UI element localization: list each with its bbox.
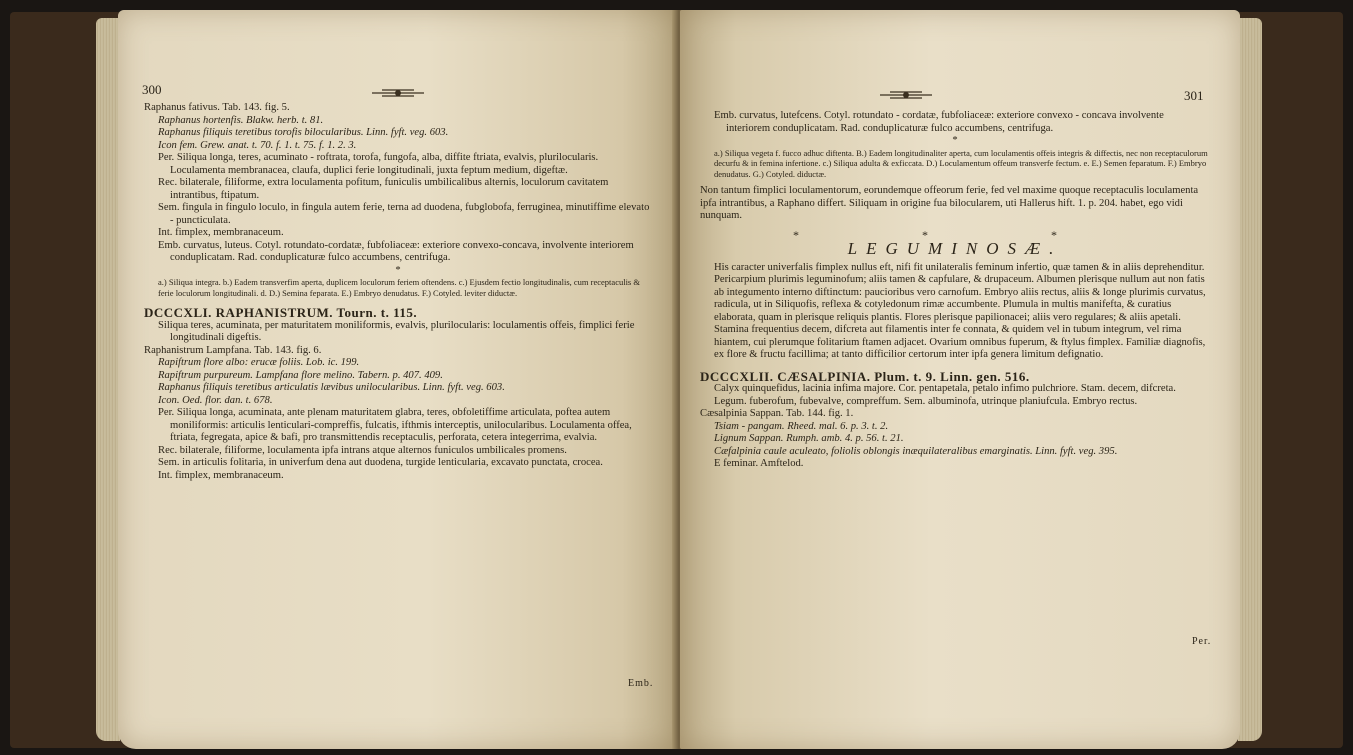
description-sem: Sem. fingula in fingulo loculo, in fingula autem ferie, terna ad duodena, fubglobofa, ferruginea, minutiffime elevato - puncticulata.	[158, 202, 650, 226]
section-stars: * * *	[793, 227, 1117, 242]
synonym-line: Lignum Sappan. Rumph. amb. 4. p. 56. t. 21.	[714, 433, 904, 444]
synonym-line: Icon. Oed. flor. dan. t. 678.	[158, 394, 273, 406]
description-sem: Sem. in articulis folitaria, in univerfum dena aut duodena, turgide lenticularia, excavato punctata, crocea.	[158, 457, 603, 468]
commentary: Non tantum fimplici loculamentorum, eorundemque offeorum ferie, fed vel maxime quoque receptaculis loculamenta ipfa intrantibus, a Raphano differt. Siliquam in origine fua bilocularem, uti Hallerus hift. 1. p. 204. habet, ego vidi nunquam.	[700, 185, 1199, 221]
page-number: 301	[1184, 88, 1204, 103]
synonym-line: Icon fem. Grew. anat. t. 70. f. 1. t. 75. f. 1. 2. 3.	[158, 139, 357, 151]
family-description: His caracter univerfalis fimplex nullus eft, nifi fit unilateralis feminum infertio, quæ tamen & in aliis deprehenditur. Pericarpium plurimis leguminofum; aliis tamen & capfulare, & drupaceum. Albumen plerisque nullum aut non fatis ab integumento interno diftinctum: paucioribus vero carnofum. Embryo aliis rectus, aliis & longe plurimis curvatus, radicula, ut in Siliquofis, reflexa & cotyledonum rimæ accumbente. Plumula in multis manifefta, & curatius elaborata, quam in plerisque reliquis plantis. Flores plerisque papilionacei; aliis vero regulares; & aliis apetali. Stamina frequentius decem, difcreta aut filamentis inter fe connata, & quidem vel in tubum integrum, vel rima hiantem, cui plerumque folitarium ftamen adjacet. Ovarium omnibus fuperum, & ftylus fimplex. Familiæ diagnofis, ex flore & fructu facillima; at tanto difficilior certorum inter ipfa genera limitum defignatio.	[714, 261, 1206, 360]
header-ornament-icon	[880, 90, 932, 100]
description-rec: Rec. bilaterale, filiforme, extra loculamenta pofitum, funiculis umbilicalibus alternis, loculorum cavitatem intrantibus, ftipatum.	[158, 177, 609, 201]
description-per: Per. Siliqua longa, teres, acuminato - roftrata, torofa, fungofa, alba, diffite ftriata, evalvis, plurilocularis. Loculamenta membranacea, claufa, duplici ferie longitudinali, juxta feptum medium, digeftæ.	[158, 152, 599, 176]
description-int: Int. fimplex, membranaceum.	[158, 227, 284, 238]
family-heading: LEGUMINOSÆ.	[847, 239, 1063, 258]
description-rec: Rec. bilaterale, filiforme, loculamenta ipfa intrans atque alternos funiculos umbilicales promens.	[158, 444, 567, 456]
left-text-block	[144, 102, 652, 482]
description-int: Int. fimplex, membranaceum.	[158, 469, 284, 481]
header-ornament-icon	[372, 88, 424, 98]
synonym-line: Cæfalpinia caule aculeato, foliolis oblongis inæquilateralibus emarginatis. Linn. fyft. veg. 395.	[714, 445, 1118, 457]
source-line: E feminar. Amftelod.	[714, 458, 804, 469]
right-text-block	[700, 110, 1210, 471]
right-page-edges	[1238, 18, 1262, 741]
asterisk-divider: *	[395, 264, 401, 276]
species-line: Raphanistrum Lampfana. Tab. 143. fig. 6.	[144, 344, 322, 356]
asterisk-divider: *	[952, 135, 958, 146]
genus-diagnosis: Calyx quinquefidus, lacinia infima majore. Cor. pentapetala, petalo infimo pulchriore. Stam. decem, difcreta. Legum. fuberofum, fubevalve, compreffum. Sem. albuminofa, utrinque planiufcula. Embryo rectus.	[714, 383, 1176, 407]
right-page	[680, 10, 1240, 749]
synonym-line: Rapiftrum flore albo: erucæ foliis. Lob. ic. 199.	[158, 357, 360, 368]
catchword: Emb.	[628, 678, 654, 689]
description-per: Per. Siliqua longa, acuminata, ante plenam maturitatem glabra, teres, obfoletiffime articulata, poftea autem moniliformis: articulis lenticulari-compreffis, fulcatis, ifthmis interceptis, unilocularibus. Loculamenta offea, ftriata, fegregata, apice & bafi, pro transmittendis receptaculis, perforata, cetera integerrima, evalvia.	[158, 407, 632, 443]
genus-heading: DCCCXLII. CÆSALPINIA. Plum. t. 9. Linn. gen. 516.	[700, 368, 1030, 384]
synonym-line: Raphanus filiquis teretibus articulatis lævibus unilocularibus. Linn. fyft. veg. 603.	[158, 382, 505, 393]
genus-diagnosis: Siliqua teres, acuminata, per maturitatem moniliformis, evalvis, plurilocularis: loculamentis offeis, fimplici ferie longitudinali digeftis.	[158, 319, 635, 343]
synonym-line: Tsiam - pangam. Rheed. mal. 6. p. 3. t. 2.	[714, 420, 889, 432]
entry-line: Raphanus fativus. Tab. 143. fig. 5.	[144, 102, 290, 113]
description-emb: Emb. curvatus, luteus. Cotyl. rotundato-cordatæ, fubfoliaceæ: exteriore convexo-concava, involvente interiorem conduplicatam. Rad. conduplicaturæ fulco accumbens, centrifuga.	[158, 239, 634, 263]
left-page-edges	[96, 18, 120, 741]
page-number: 300	[142, 82, 162, 97]
figure-notes: a.) Siliqua integra. b.) Eadem transverfim aperta, duplicem loculorum feriem oftendens. c.) Ejusdem fectio longitudinalis, cum receptaculis & ferie loculorum longitudinali. d. D.) Semina feparata. E.) Embryo denudatus. F.) Cotyled. leviter diductæ.	[158, 277, 640, 298]
figure-notes: a.) Siliqua vegeta f. fucco adhuc diftenta. B.) Eadem longitudinaliter aperta, cum loculamentis offeis integris & diffectis, nec non receptaculorum decurfu & in femina infertione. c.) Siliqua adulta & exficcata. D.) Loculamentum offeum transverfe fectum. e. E.) Semen feparatum. F.) Embryo denudatus. G.) Cotyled. diductæ.	[714, 147, 1208, 179]
synonym-line: Raphanus filiquis teretibus torofis bilocularibus. Linn. fyft. veg. 603.	[158, 127, 449, 138]
species-line: Cæsalpinia Sappan. Tab. 144. fig. 1.	[700, 408, 854, 419]
synonym-line: Rapiftrum purpureum. Lampfana flore melino. Tabern. p. 407. 409.	[158, 369, 443, 381]
genus-heading: DCCCXLI. RAPHANISTRUM. Tourn. t. 115.	[144, 305, 418, 320]
catchword: Per.	[1192, 636, 1212, 647]
left-page	[118, 10, 678, 749]
description-emb: Emb. curvatus, lutefcens. Cotyl. rotundato - cordatæ, fubfoliaceæ: exteriore convexo - concava involvente interiorem conduplicatam. Rad. conduplicaturæ fulco accumbens, centrifuga.	[714, 110, 1164, 134]
synonym-line: Raphanus hortenfis. Blakw. herb. t. 81.	[158, 114, 324, 126]
